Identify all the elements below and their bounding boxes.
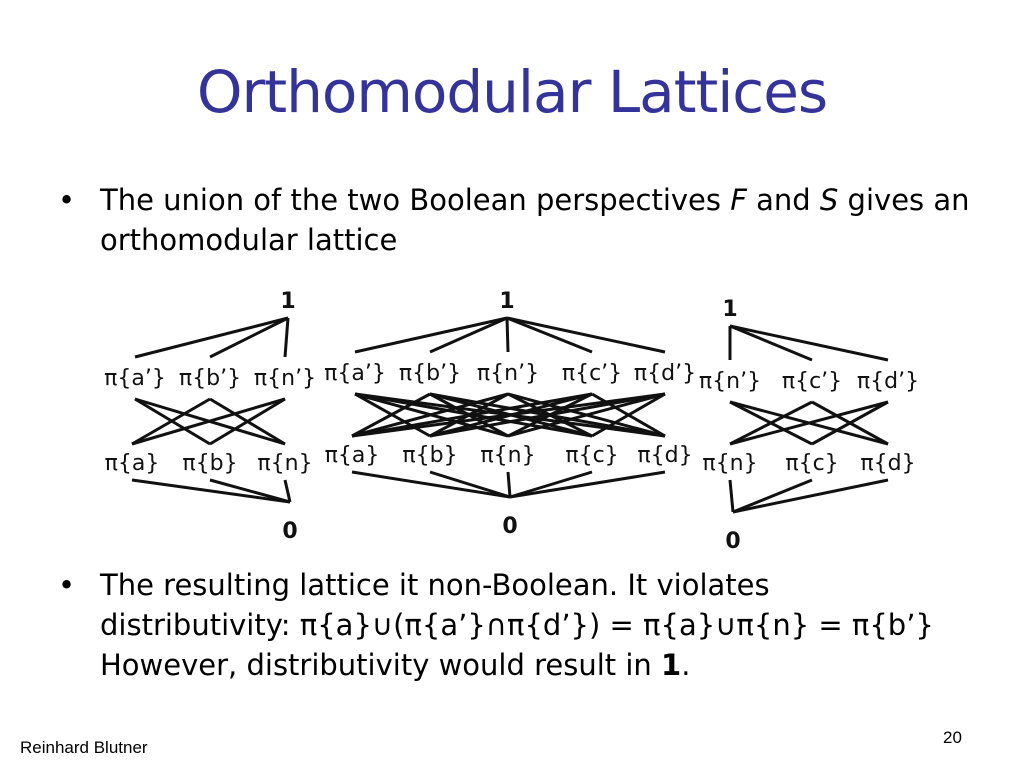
lattice-edge — [510, 472, 665, 497]
slide-title: Orthomodular Lattices — [196, 58, 828, 126]
lattice-node-lower: π{n} — [257, 451, 313, 476]
lattice-node-lower: π{d} — [860, 451, 916, 476]
lattice-bottom-node: 0 — [725, 529, 741, 554]
lattice-node-upper: π{n’} — [698, 369, 762, 394]
lattice-node-lower: π{n} — [480, 443, 536, 468]
lattice-node-upper: π{d’} — [856, 369, 920, 394]
lattice-bottom-node: 0 — [282, 519, 298, 544]
lattice-edge — [508, 472, 510, 497]
bullet-2-line-1: The resulting lattice it non-Boolean. It violates — [100, 568, 770, 602]
lattice-edge — [210, 318, 288, 357]
lattice-edge — [507, 318, 508, 352]
lattice-node-lower: π{n} — [702, 451, 758, 476]
page-number: 20 — [943, 728, 962, 747]
lattice-top-node: 1 — [722, 297, 738, 322]
perspective-f: F — [730, 183, 747, 217]
bullet-1-and: and — [746, 183, 820, 217]
lattice-node-upper: π{b’} — [398, 361, 462, 386]
lattice-node-lower: π{b} — [182, 451, 238, 476]
lattice-edges — [132, 318, 888, 512]
lattice-top-node: 1 — [499, 289, 515, 314]
lattice-edge — [430, 472, 510, 497]
period: . — [681, 648, 691, 682]
lattice-node-lower: π{c} — [785, 451, 839, 476]
lattice-edge — [733, 480, 812, 512]
lattice-node-lower: π{b} — [402, 443, 458, 468]
bullet-2-line-2: distributivity: π{a}∪(π{a’}∩π{d’}) = π{a}∪π{n} = π{b’} — [100, 608, 934, 642]
lattice-edge — [132, 480, 290, 502]
lattice-node-upper: π{d’} — [633, 361, 697, 386]
lattice-node-upper: π{b’} — [178, 366, 242, 391]
lattice-node-upper: π{c’} — [781, 369, 843, 394]
lattice-top-node: 1 — [280, 289, 296, 314]
lattice-edge — [730, 326, 812, 360]
lattice-edge — [285, 480, 290, 502]
lattice-bottom-node: 0 — [502, 514, 518, 539]
lattice-edge — [285, 318, 288, 357]
lattice-node-lower: π{c} — [565, 443, 619, 468]
lattice-node-upper: π{a’} — [324, 361, 386, 386]
lattice-node-upper: π{n’} — [253, 366, 317, 391]
bullet-marker: • — [58, 568, 76, 602]
lattice-node-upper: π{n’} — [476, 361, 540, 386]
lattice-node-upper: π{c’} — [561, 361, 623, 386]
lattice-edge — [730, 326, 888, 360]
bullet-1-end: gives an orthomodular lattice — [100, 183, 970, 257]
lattice-edge — [430, 318, 507, 352]
lattice-edge — [730, 480, 733, 512]
bullet-2-line-3 — [100, 645, 970, 685]
bullet-marker: • — [58, 183, 76, 217]
bullet-2 — [58, 565, 970, 685]
lattice-node-lower: π{a} — [324, 443, 380, 468]
lattice-edge — [507, 318, 665, 352]
footer-author: Reinhard Blutner — [20, 738, 148, 757]
bullet-2-line-3-text: However, distributivity would result in — [100, 648, 662, 682]
lattice-node-upper: π{a’} — [104, 366, 166, 391]
bullet-2-text — [100, 565, 970, 685]
lattice-edge — [352, 472, 510, 497]
lattice-node-lower: π{d} — [637, 443, 693, 468]
lattice-edge — [733, 480, 888, 512]
lattice-edge — [135, 318, 288, 357]
bullet-1-part: The union of the two Boolean perspectives — [100, 183, 731, 217]
bold-one: 1 — [661, 648, 682, 682]
lattice-edge — [355, 318, 507, 352]
lattice-edge — [210, 480, 290, 502]
lattice-node-lower: π{a} — [104, 451, 160, 476]
perspective-s: S — [819, 183, 839, 217]
